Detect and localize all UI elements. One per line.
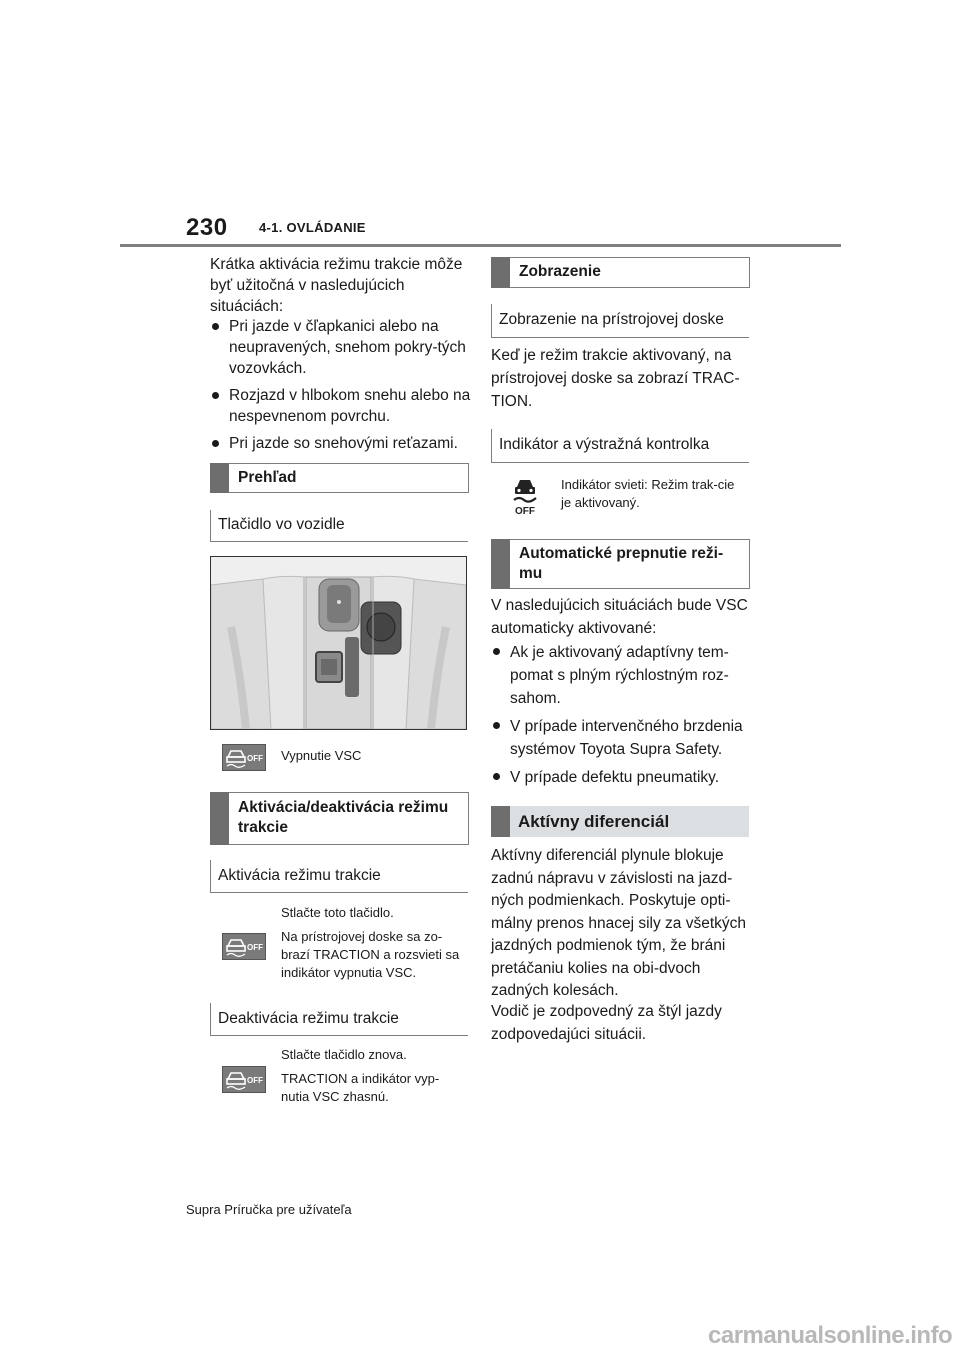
button-in-vehicle-subheading: Tlačidlo vo vozidle — [210, 510, 468, 542]
active-differential-heading: Aktívny diferenciál — [491, 806, 749, 837]
driver-responsibility-text: Vodič je zodpovedný za štýl jazdy zodpovedajúci situácii. — [491, 1003, 722, 1043]
list-item: Pri jazde so snehovými reťazami. — [210, 433, 472, 454]
svg-text:OFF: OFF — [515, 506, 535, 516]
footer-title: Supra Príručka pre užívateľa — [186, 1202, 352, 1217]
activation-step-2: Na prístrojovej doske sa zo-brazí TRACTION a rozsvieti sa indikátor vypnutia VSC. — [281, 929, 460, 980]
list-item: Ak je aktivovaný adaptívny tem-pomat s plným rýchlostným roz-sahom. — [491, 641, 753, 710]
watermark: carmanualsonline.info — [708, 1322, 953, 1349]
intro-text: Krátka aktivácia režimu trakcie môže byť užitočná v nasledujúcich situáciách: — [210, 256, 463, 315]
auto-switch-heading: Automatické prepnutie reži-mu — [491, 539, 750, 589]
deactivation-step-2: TRACTION a indikátor vyp-nutia VSC zhasnú. — [281, 1071, 440, 1104]
list-item: V prípade intervenčného brzdenia systémov Toyota Supra Safety. — [491, 715, 753, 761]
list-item: Pri jazde v čľapkanici alebo na neupravených, snehom pokry-tých vozovkách. — [210, 316, 472, 379]
active-differential-text: Aktívny diferenciál plynule blokuje zadnú nápravu v závislosti na jazd-ných podmienkach. Poskytuje opti-málny prenos hnacej sily za všetkých jazdných podmienok tým, že bráni pretáčaniu kolies na obi-dvoch zadných kolesách. — [491, 847, 747, 999]
overview-heading: Prehľad — [210, 463, 469, 493]
indicator-text: Indikátor svieti: Režim trak-cie je aktivovaný. — [561, 477, 735, 510]
header-rule — [120, 244, 841, 247]
deactivation-subheading: Deaktivácia režimu trakcie — [210, 1003, 468, 1036]
svg-text:OFF: OFF — [247, 943, 263, 952]
activation-subheading: Aktivácia režimu trakcie — [210, 860, 468, 893]
deactivation-step-1: Stlačte tlačidlo znova. — [281, 1047, 407, 1062]
vsc-off-label: Vypnutie VSC — [281, 748, 362, 763]
display-text: Keď je režim trakcie aktivovaný, na prístrojovej doske sa zobrazí TRAC-TION. — [491, 347, 740, 410]
traction-indicator-icon — [510, 476, 540, 516]
list-item: V prípade defektu pneumatiky. — [491, 766, 753, 789]
display-heading: Zobrazenie — [491, 257, 750, 288]
svg-text:OFF: OFF — [247, 754, 263, 763]
instrument-panel-subheading: Zobrazenie na prístrojovej doske — [491, 304, 749, 338]
list-item: Rozjazd v hlbokom snehu alebo na nespevnenom povrchu. — [210, 385, 472, 427]
auto-list — [491, 641, 753, 789]
indicator-subheading: Indikátor a výstražná kontrolka — [491, 429, 749, 463]
vsc-off-icon — [222, 933, 266, 960]
situation-list — [210, 316, 472, 454]
vsc-off-icon — [222, 1066, 266, 1093]
auto-intro: V nasledujúcich situáciách bude VSC automaticky aktivované: — [491, 597, 748, 637]
console-illustration — [210, 556, 467, 730]
activation-step-1: Stlačte toto tlačidlo. — [281, 905, 394, 920]
page-number: 230 — [186, 214, 228, 241]
svg-text:OFF: OFF — [247, 1076, 263, 1085]
section-title: 4-1. OVLÁDANIE — [259, 220, 366, 235]
traction-mode-heading: Aktivácia/deaktivácia režimu trakcie — [210, 792, 469, 845]
vsc-off-icon — [222, 744, 266, 771]
